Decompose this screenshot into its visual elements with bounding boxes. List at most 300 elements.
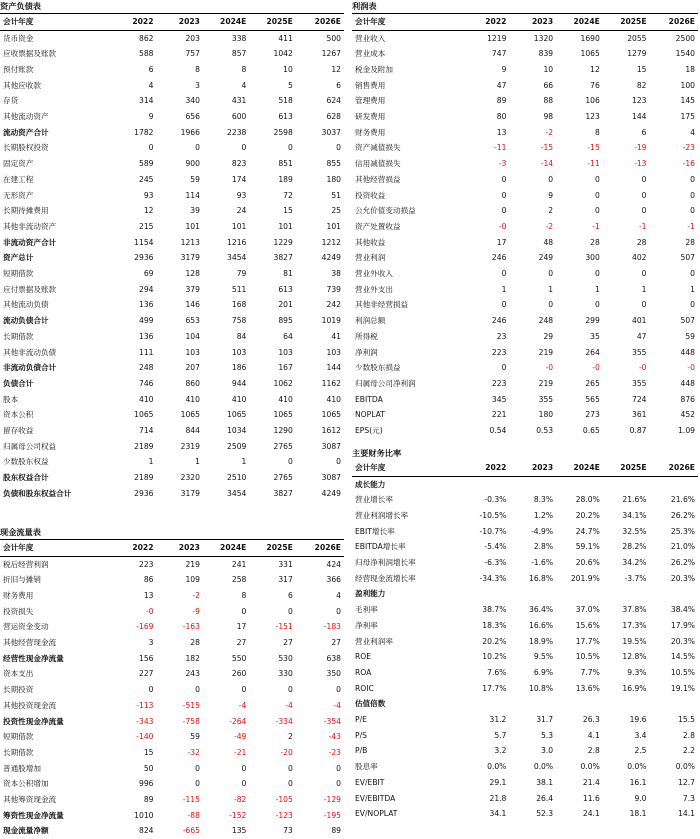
table-row xyxy=(0,78,344,94)
cell-value: 1540 xyxy=(675,49,695,59)
section-heading: 盈利能力 xyxy=(355,589,386,599)
cell-value: 860 xyxy=(185,378,200,388)
cell-value: -4.9% xyxy=(531,526,554,536)
cell-value: 3827 xyxy=(273,488,293,498)
column-header-year: 2026E xyxy=(296,14,344,30)
cell-value: 39 xyxy=(190,206,200,216)
cell-value: 0 xyxy=(287,143,293,153)
balance-sheet-table xyxy=(0,14,344,502)
cell-value: 15 xyxy=(143,747,154,757)
cell-value: -21 xyxy=(233,747,247,757)
row-label: 销售费用 xyxy=(355,80,386,90)
cell-value: 0 xyxy=(690,174,695,184)
cell-value: -43 xyxy=(328,732,341,742)
cell-value xyxy=(509,696,556,712)
table-row xyxy=(0,282,344,298)
cell-value: -9 xyxy=(192,606,200,616)
cell-value: 28.0% xyxy=(575,495,600,505)
row-label: 其他非流动资产 xyxy=(3,221,57,231)
cell-value: 613 xyxy=(278,112,293,122)
cell-value: 29 xyxy=(543,331,554,341)
cell-value: 28 xyxy=(636,237,647,247)
column-header-year: 2026E xyxy=(296,540,344,556)
row-label: 其他经营现金流 xyxy=(3,638,57,648)
cell-value: 300 xyxy=(585,253,600,263)
cell-value: 21.6% xyxy=(670,495,695,505)
cell-value: 0 xyxy=(548,269,554,279)
table-row xyxy=(352,203,698,219)
cell-value: 144 xyxy=(326,363,341,373)
cell-value: 0.53 xyxy=(536,426,554,436)
cell-value: 3179 xyxy=(180,253,200,263)
column-header-year: 2024E xyxy=(203,14,249,30)
cell-value: 0 xyxy=(241,685,247,695)
cell-value: 1219 xyxy=(487,33,507,43)
cell-value: 59.1% xyxy=(575,542,600,552)
cell-value: -10.7% xyxy=(479,526,507,536)
table-row xyxy=(352,634,698,650)
cell-value: 2189 xyxy=(134,473,154,483)
row-label: 其他经营损益 xyxy=(355,174,401,184)
table-header-row xyxy=(0,14,344,30)
cell-value: 2319 xyxy=(180,441,200,451)
cell-value: 38.4% xyxy=(670,605,695,615)
cell-value: 0 xyxy=(501,190,507,200)
table-header-row xyxy=(0,540,344,556)
cell-value: 518 xyxy=(278,96,293,106)
cell-value: 21.0% xyxy=(670,542,695,552)
cell-value: 1 xyxy=(241,457,247,467)
cell-value xyxy=(650,696,698,712)
cell-value: 34.1% xyxy=(622,510,647,520)
cell-value: -5.4% xyxy=(484,542,507,552)
cell-value: 10.8% xyxy=(528,683,554,693)
cell-value: 1279 xyxy=(627,49,647,59)
cell-value: 215 xyxy=(139,221,154,231)
cell-value: 366 xyxy=(326,575,341,585)
cell-value: 0 xyxy=(241,763,247,773)
cell-value: 18.3% xyxy=(482,620,507,630)
cell-value: 17 xyxy=(496,237,507,247)
column-header-year: 2022 xyxy=(107,540,157,556)
cell-value: -115 xyxy=(182,795,200,805)
cell-value: 3.4 xyxy=(634,730,647,740)
table-row xyxy=(0,376,344,392)
cell-value: 20.3% xyxy=(670,573,695,583)
column-header-label: 会计年度 xyxy=(0,540,107,556)
row-label: 应付票据及账款 xyxy=(3,284,57,294)
table-row xyxy=(0,651,344,667)
cell-value: 175 xyxy=(680,112,695,122)
cell-value: -34.3% xyxy=(479,573,507,583)
table-header-row xyxy=(352,14,698,30)
cell-value: 1010 xyxy=(134,810,154,820)
cell-value: 4 xyxy=(336,590,341,600)
cell-value: 3.2 xyxy=(494,746,507,756)
cell-value: 0 xyxy=(690,300,695,310)
cell-value: 5 xyxy=(287,80,293,90)
row-label: 固定资产 xyxy=(3,159,34,169)
row-label: 营运资金变动 xyxy=(3,622,49,632)
cell-value: 7.6% xyxy=(487,667,507,677)
column-header-year: 2023 xyxy=(509,460,556,476)
cell-value: 2055 xyxy=(627,33,647,43)
table-row xyxy=(352,476,698,492)
cell-value: 0 xyxy=(241,779,247,789)
cell-value: 7.3 xyxy=(682,793,695,803)
cell-value: 180 xyxy=(326,174,341,184)
cell-value: 219 xyxy=(538,378,554,388)
table-row xyxy=(0,313,344,329)
cell-value: 379 xyxy=(185,284,200,294)
cell-value: 0 xyxy=(501,363,507,373)
cell-value: 2500 xyxy=(675,33,695,43)
cell-value: -2 xyxy=(192,590,200,600)
cell-value: 1213 xyxy=(180,237,200,247)
cell-value xyxy=(650,476,698,492)
table-row xyxy=(0,140,344,156)
cell-value: 248 xyxy=(538,316,554,326)
cell-value: 12.7 xyxy=(678,777,695,787)
row-label: 毛利率 xyxy=(355,605,378,615)
cell-value: 136 xyxy=(139,300,154,310)
row-label: NOPLAT xyxy=(355,410,385,420)
row-label: EV/EBIT xyxy=(355,777,385,787)
ratios-table xyxy=(352,460,698,822)
cell-value: 589 xyxy=(139,159,154,169)
cell-value: 844 xyxy=(185,426,200,436)
table-row xyxy=(0,109,344,125)
cell-value: 340 xyxy=(185,96,200,106)
cell-value: 4 xyxy=(241,80,247,90)
table-row xyxy=(0,439,344,455)
row-label: EV/NOPLAT xyxy=(355,809,398,819)
cell-value: 17.9% xyxy=(670,620,695,630)
cell-value: 0.65 xyxy=(582,426,600,436)
table-row xyxy=(352,172,698,188)
row-label: 少数股东权益 xyxy=(3,457,49,467)
cell-value: 104 xyxy=(185,331,200,341)
cell-value: 114 xyxy=(185,190,200,200)
cell-value: -88 xyxy=(187,810,200,820)
column-header-year: 2022 xyxy=(459,14,509,30)
table-row xyxy=(0,125,344,141)
table-row xyxy=(0,470,344,486)
cell-value: 944 xyxy=(231,378,247,388)
table-row xyxy=(0,392,344,408)
cell-value: 1 xyxy=(641,284,647,294)
cell-value: 88 xyxy=(543,96,554,106)
cell-value: 1.2% xyxy=(533,510,554,520)
cell-value: 317 xyxy=(278,575,293,585)
table-row xyxy=(352,571,698,587)
cell-value: 851 xyxy=(278,159,293,169)
table-row xyxy=(0,203,344,219)
cell-value: 2.2 xyxy=(682,746,695,756)
table-row xyxy=(352,696,698,712)
table-row xyxy=(0,188,344,204)
cell-value: 1267 xyxy=(321,49,341,59)
table-row xyxy=(352,806,698,822)
cell-value: 86 xyxy=(143,575,154,585)
row-label: EV/EBITDA xyxy=(355,793,396,803)
cell-value: 338 xyxy=(231,33,247,43)
cell-value: 628 xyxy=(326,112,341,122)
cell-value: 34.1 xyxy=(489,809,507,819)
cell-value: 0 xyxy=(336,779,341,789)
cell-value: 101 xyxy=(185,221,200,231)
cell-value: 3827 xyxy=(273,253,293,263)
table-row xyxy=(0,30,344,46)
table-row xyxy=(0,682,344,698)
cell-value: 47 xyxy=(496,80,507,90)
cell-value: 9 xyxy=(501,64,507,74)
row-label: 投资收益 xyxy=(355,190,386,200)
row-label: 留存收益 xyxy=(3,426,34,436)
cell-value: 59 xyxy=(685,331,695,341)
cell-value: 401 xyxy=(632,316,647,326)
cell-value xyxy=(556,586,603,602)
cell-value: 80 xyxy=(496,112,507,122)
cell-value: 13 xyxy=(143,590,154,600)
cell-value: 12 xyxy=(331,64,341,74)
cell-value: -169 xyxy=(136,622,154,632)
cell-value: 16.1 xyxy=(629,777,647,787)
cell-value: -0 xyxy=(638,363,647,373)
cell-value: 410 xyxy=(185,394,200,404)
cell-value: 21.6% xyxy=(622,495,647,505)
table-row xyxy=(352,392,698,408)
table-row xyxy=(352,728,698,744)
column-header-year: 2022 xyxy=(459,460,509,476)
row-label: 在建工程 xyxy=(3,174,34,184)
cell-value: 14.1 xyxy=(678,809,695,819)
cell-value: 2 xyxy=(287,732,293,742)
cell-value: 17.3% xyxy=(622,620,647,630)
cell-value: 565 xyxy=(585,394,600,404)
cell-value: 26.2% xyxy=(670,510,695,520)
cell-value: -354 xyxy=(323,716,341,726)
cell-value: 0 xyxy=(641,269,647,279)
cell-value: -0 xyxy=(498,221,507,231)
cell-value: 0 xyxy=(641,300,647,310)
cell-value: 0 xyxy=(501,269,507,279)
cell-value: 613 xyxy=(278,284,293,294)
table-row xyxy=(352,140,698,156)
cell-value: 223 xyxy=(139,559,154,569)
cell-value: 1 xyxy=(195,457,200,467)
cell-value: -0.3% xyxy=(484,495,507,505)
cell-value: 0 xyxy=(195,763,200,773)
cell-value: -0 xyxy=(687,363,695,373)
cell-value: 3 xyxy=(195,80,200,90)
cell-value: 10.5% xyxy=(670,667,695,677)
cell-value: 0 xyxy=(241,606,247,616)
cell-value: 355 xyxy=(538,394,554,404)
cell-value xyxy=(603,696,650,712)
cell-value: 2.8 xyxy=(587,746,600,756)
cell-value: 17.7% xyxy=(575,636,600,646)
cell-value: 264 xyxy=(585,347,600,357)
cell-value: -11 xyxy=(587,159,600,169)
cell-value: 223 xyxy=(491,347,507,357)
cell-value: 653 xyxy=(185,316,200,326)
cell-value: 1612 xyxy=(321,426,341,436)
cell-value: -6.3% xyxy=(484,558,507,568)
table-row xyxy=(352,266,698,282)
row-label: 长期借款 xyxy=(3,747,34,757)
row-label: 应收票据及账款 xyxy=(3,49,57,59)
row-label: 投资损失 xyxy=(3,606,34,616)
cell-value: 855 xyxy=(326,159,341,169)
table-row xyxy=(0,604,344,620)
table-row xyxy=(352,423,698,439)
cell-value: 19.6 xyxy=(629,715,647,725)
cell-value: 82 xyxy=(636,80,647,90)
row-label: 净利率 xyxy=(355,620,378,630)
column-header-label: 会计年度 xyxy=(352,460,459,476)
cell-value: 29.1 xyxy=(489,777,507,787)
cell-value: 1162 xyxy=(321,378,341,388)
cell-value: 13.6% xyxy=(575,683,600,693)
row-label: 经营性现金净流量 xyxy=(3,653,64,663)
cell-value: -19 xyxy=(634,143,647,153)
cell-value: 26.3 xyxy=(582,715,600,725)
row-label: 资产总计 xyxy=(3,253,34,263)
cell-value: 2.8 xyxy=(682,730,695,740)
cell-value: 8.3% xyxy=(533,495,554,505)
cell-value: -113 xyxy=(136,700,154,710)
cell-value: 0 xyxy=(501,174,507,184)
cell-value: 243 xyxy=(185,669,200,679)
table-row xyxy=(352,618,698,634)
income-statement-title: 利润表 xyxy=(352,0,698,14)
row-label: ROE xyxy=(355,652,372,662)
cell-value: 900 xyxy=(185,159,200,169)
cell-value: 16.8% xyxy=(528,573,554,583)
cell-value: 0 xyxy=(594,269,600,279)
cell-value: 28 xyxy=(685,237,695,247)
cell-value: 260 xyxy=(231,669,247,679)
cell-value: 201 xyxy=(278,300,293,310)
cell-value: 746 xyxy=(139,378,154,388)
cell-value: -10.5% xyxy=(479,510,507,520)
row-label: 归母净利润增长率 xyxy=(355,558,416,568)
cell-value: 747 xyxy=(491,49,507,59)
cell-value: 10.5% xyxy=(575,652,600,662)
cell-value: 59 xyxy=(190,732,200,742)
row-label: 财务费用 xyxy=(3,590,34,600)
table-row xyxy=(352,188,698,204)
cell-value: 36.4% xyxy=(528,605,554,615)
cell-value: 34.2% xyxy=(622,558,647,568)
ratios-title: 主要财务比率 xyxy=(352,448,402,458)
table-row xyxy=(0,62,344,78)
row-label: EBITDA xyxy=(355,394,383,404)
cell-value: 4 xyxy=(690,127,695,137)
table-row xyxy=(352,125,698,141)
table-row xyxy=(0,729,344,745)
cell-value: 345 xyxy=(491,394,507,404)
income-statement xyxy=(352,0,698,439)
table-row xyxy=(0,219,344,235)
row-label: 无形资产 xyxy=(3,190,34,200)
table-row xyxy=(352,219,698,235)
cell-value: 0 xyxy=(594,174,600,184)
cell-value: -151 xyxy=(275,622,293,632)
cell-value: 89 xyxy=(496,96,507,106)
cell-value: 27 xyxy=(236,638,247,648)
cell-value: 1216 xyxy=(227,237,247,247)
table-row xyxy=(352,282,698,298)
cell-value: 103 xyxy=(185,347,200,357)
cell-value: 219 xyxy=(185,559,200,569)
table-row xyxy=(352,775,698,791)
cell-value: 19.5% xyxy=(622,636,647,646)
cell-value: 21.8 xyxy=(489,793,507,803)
cell-value: 8 xyxy=(195,64,200,74)
column-header-year: 2023 xyxy=(157,14,203,30)
cell-value: 69 xyxy=(143,269,154,279)
cell-value: 50 xyxy=(143,763,154,773)
cell-value: -665 xyxy=(182,826,200,836)
table-row xyxy=(0,345,344,361)
row-label: 营业利润 xyxy=(355,253,386,263)
cell-value: 500 xyxy=(326,33,341,43)
cell-value: -15 xyxy=(540,143,554,153)
row-label: EBIT增长率 xyxy=(355,526,395,536)
row-label: 归属母公司净利润 xyxy=(355,378,416,388)
cell-value: -13 xyxy=(634,159,647,169)
table-row xyxy=(352,712,698,728)
cell-value: -4 xyxy=(285,700,293,710)
column-header-year: 2025E xyxy=(603,14,650,30)
cell-value: -23 xyxy=(682,143,695,153)
cell-value: 424 xyxy=(326,559,341,569)
cell-value: 1212 xyxy=(321,237,341,247)
cell-value: 5.3 xyxy=(541,730,554,740)
cell-value: -2 xyxy=(545,221,554,231)
cash-flow-title: 现金流量表 xyxy=(0,526,344,540)
cell-value: 109 xyxy=(185,575,200,585)
row-label: 非流动负债合计 xyxy=(3,363,57,373)
row-label: 营业成本 xyxy=(355,49,386,59)
cell-value: 12.8% xyxy=(622,652,647,662)
cell-value: 35 xyxy=(590,331,600,341)
financial-ratios xyxy=(352,447,698,822)
cell-value: -334 xyxy=(275,716,293,726)
cell-value: 15 xyxy=(283,206,293,216)
cell-value: -1.6% xyxy=(531,558,554,568)
column-header-year: 2024E xyxy=(556,14,603,30)
cell-value: 111 xyxy=(139,347,154,357)
column-header-year: 2024E xyxy=(556,460,603,476)
cell-value: 207 xyxy=(185,363,200,373)
cell-value: 20.3% xyxy=(670,636,695,646)
cell-value: 245 xyxy=(139,174,154,184)
table-row xyxy=(352,360,698,376)
cell-value: 0 xyxy=(594,300,600,310)
cell-value: 0 xyxy=(336,606,341,616)
cell-value: 6.9% xyxy=(533,667,554,677)
row-label: 流动资产合计 xyxy=(3,127,49,137)
row-label: 货币资金 xyxy=(3,33,34,43)
table-row xyxy=(0,823,344,839)
cell-value: -195 xyxy=(323,810,341,820)
cell-value: 15.5 xyxy=(678,715,695,725)
cell-value: -140 xyxy=(136,732,154,742)
table-row xyxy=(0,698,344,714)
